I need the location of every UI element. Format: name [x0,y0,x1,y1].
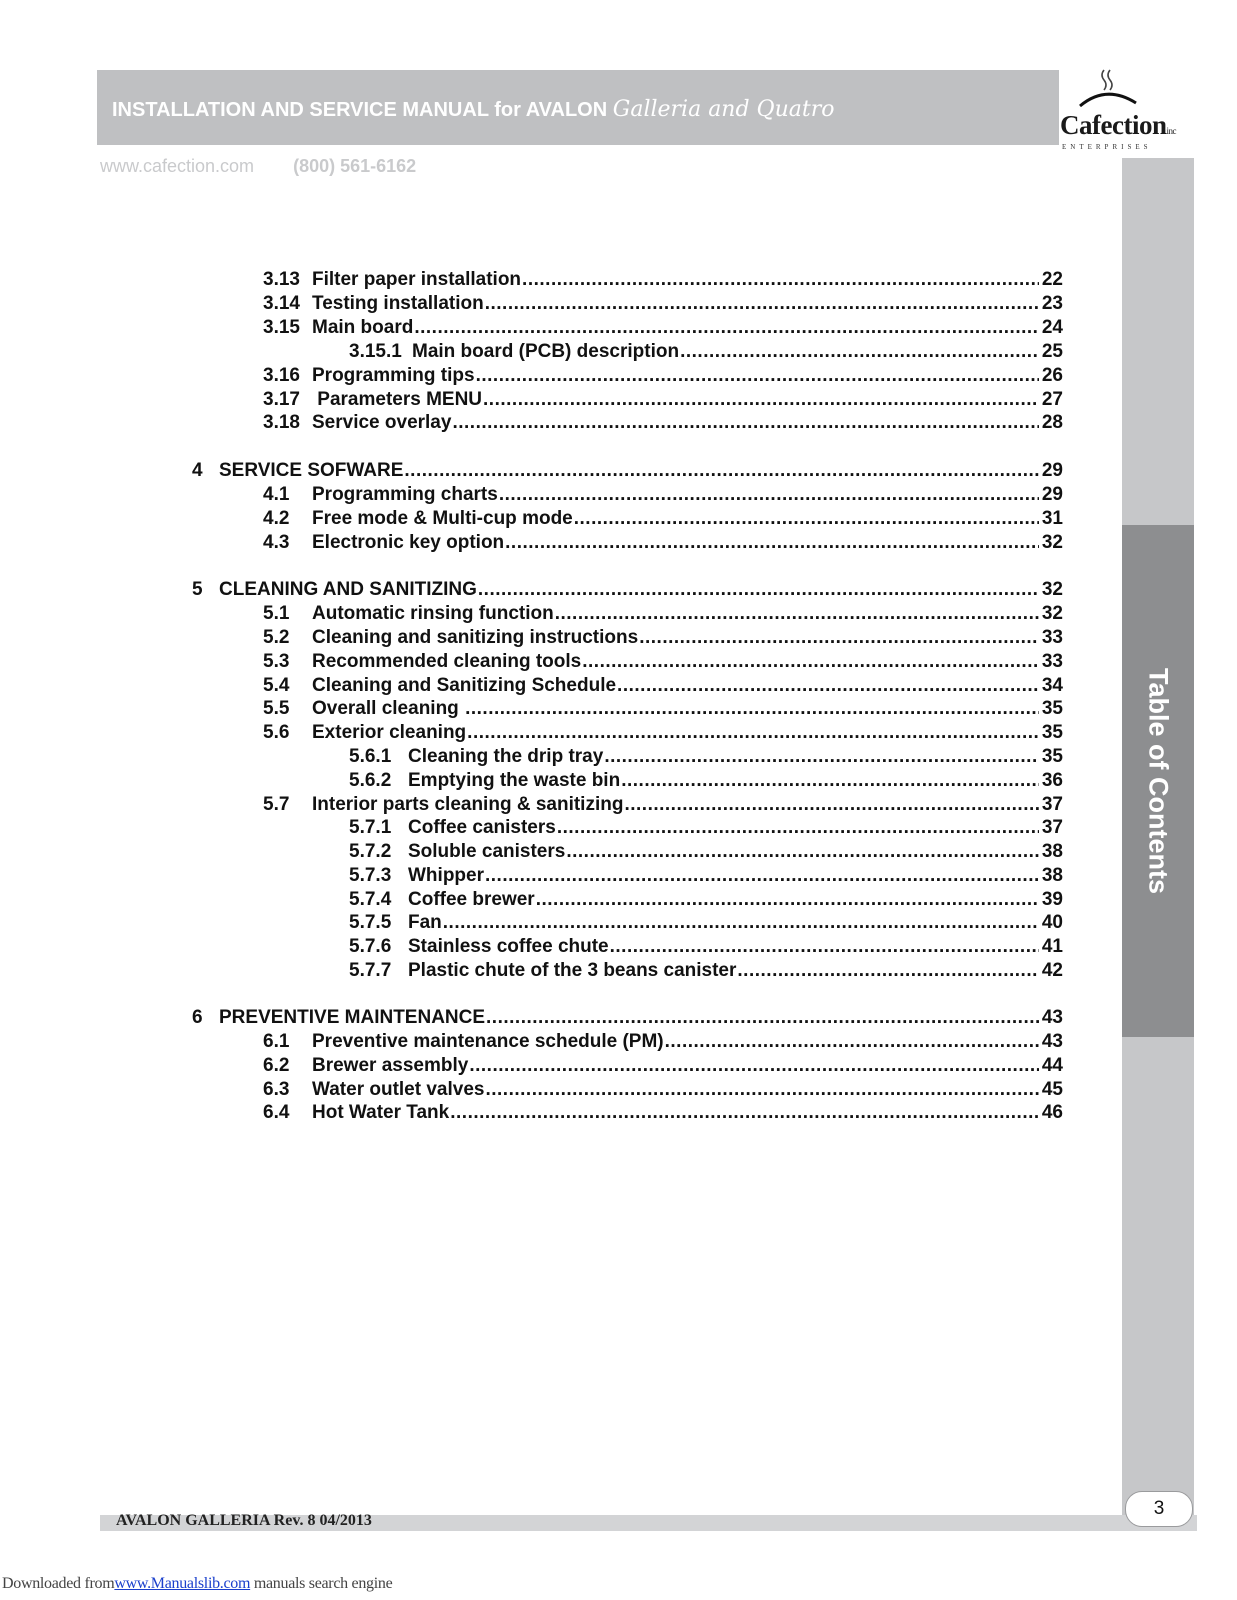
toc-entry-number: 3.18 [263,412,300,433]
header-title [112,97,834,122]
toc-entry[interactable] [192,579,1063,603]
toc-dot-leader [443,912,1039,934]
toc-entry-page: 32 [1041,603,1063,624]
toc-dot-leader [566,841,1039,863]
toc-entry-page: 42 [1041,960,1063,981]
toc-entry-number: 6.1 [263,1031,290,1052]
toc-dot-leader [604,746,1039,768]
toc-entry-title: Main board [312,317,414,338]
toc-dot-leader [621,770,1039,792]
toc-dot-leader [499,484,1039,506]
toc-entry-title: Emptying the waste bin [408,770,621,791]
side-tab-table-of-contents [1122,525,1194,1037]
toc-entry-title: Cleaning and sanitizing instructions [312,627,639,648]
toc-dot-leader [486,1007,1039,1029]
toc-entry-page: 44 [1041,1055,1063,1076]
toc-entry[interactable] [349,341,1063,365]
toc-entry[interactable] [263,1102,1063,1126]
toc-entry-number: 5.7.3 [349,865,392,886]
toc-entry-title: Automatic rinsing function [312,603,554,624]
toc-dot-leader [452,412,1038,434]
toc-entry-title: Brewer assembly [312,1055,469,1076]
toc-dot-leader [680,341,1039,363]
toc-dot-leader [478,579,1039,601]
toc-entry-page: 24 [1041,317,1063,338]
toc-dot-leader [582,651,1039,673]
toc-entry[interactable] [263,508,1063,532]
toc-entry-page: 32 [1041,579,1063,600]
toc-entry-title: Interior parts cleaning & sanitizing [312,794,624,815]
toc-entry[interactable] [263,269,1063,293]
toc-entry-title: Electronic key option [312,532,505,553]
toc-entry[interactable] [263,603,1063,627]
toc-entry-number: 3.14 [263,293,300,314]
toc-dot-leader [522,269,1039,291]
toc-entry-page: 46 [1041,1102,1063,1123]
logo-subtitle: ENTERPRISES [1062,143,1152,151]
toc-entry-page: 43 [1041,1031,1063,1052]
toc-entry[interactable] [349,912,1063,936]
header-title-script: Galleria and Quatro [612,97,835,122]
toc-entry-page: 37 [1041,817,1063,838]
toc-entry-title: Whipper [408,865,484,886]
toc-entry-page: 22 [1041,269,1063,290]
logo-wordmark: Cafectioninc [1060,110,1176,140]
toc-entry-number: 6 [192,1007,203,1028]
toc-entry[interactable] [263,698,1063,722]
toc-dot-leader [465,698,1039,720]
toc-entry-page: 28 [1041,412,1063,433]
toc-dot-leader [555,603,1039,625]
toc-entry-number: 4.2 [263,508,290,529]
toc-dot-leader [665,1031,1039,1053]
toc-entry[interactable] [263,722,1063,746]
toc-entry-page: 40 [1041,912,1063,933]
toc-entry[interactable] [349,936,1063,960]
contact-line [100,156,416,177]
toc-entry-number: 3.15.1 [349,341,402,362]
toc-entry-title: Free mode & Multi-cup mode [312,508,573,529]
cafection-logo [1058,66,1198,156]
toc-entry-title: Parameters MENU [312,389,483,410]
toc-entry-title: Testing installation [312,293,484,314]
toc-dot-leader [414,317,1039,339]
toc-entry-page: 29 [1041,460,1063,481]
toc-entry-number: 3.15 [263,317,300,338]
toc-entry-title: Overall cleaning [312,698,465,719]
download-notice [2,1575,392,1593]
toc-entry-page: 33 [1041,627,1063,648]
toc-entry-page: 25 [1041,341,1063,362]
toc-entry-number: 5.7.5 [349,912,392,933]
toc-entry-title: Soluble canisters [408,841,566,862]
toc-entry[interactable] [263,1031,1063,1055]
toc-entry-number: 6.2 [263,1055,290,1076]
toc-entry-title: Plastic chute of the 3 beans canister [408,960,737,981]
toc-dot-leader [476,365,1039,387]
toc-entry-page: 35 [1041,746,1063,767]
toc-entry-page: 35 [1041,722,1063,743]
toc-entry-page: 37 [1041,794,1063,815]
toc-entry[interactable] [349,865,1063,889]
toc-entry[interactable] [192,460,1063,484]
toc-entry-page: 27 [1041,389,1063,410]
toc-entry-number: 5.7.4 [349,889,392,910]
toc-entry[interactable] [349,817,1063,841]
toc-entry-title: Water outlet valves [312,1079,485,1100]
toc-entry-number: 5.4 [263,675,290,696]
toc-dot-leader [450,1102,1039,1124]
toc-entry-page: 35 [1041,698,1063,719]
toc-entry-number: 5 [192,579,203,600]
toc-entry-title: Cleaning and Sanitizing Schedule [312,675,617,696]
toc-entry-number: 4.1 [263,484,290,505]
toc-entry-page: 39 [1041,889,1063,910]
toc-entry[interactable] [349,746,1063,770]
toc-entry[interactable] [263,365,1063,389]
toc-entry-title: Exterior cleaning [312,722,467,743]
toc-entry-title: Filter paper installation [312,269,522,290]
toc-entry-title: Fan [408,912,442,933]
toc-entry-number: 3.13 [263,269,300,290]
toc-entry[interactable] [263,794,1063,818]
toc-dot-leader [624,794,1038,816]
toc-entry[interactable] [263,293,1063,317]
toc-entry[interactable] [263,532,1063,556]
toc-entry-title: Service overlay [312,412,452,433]
toc-entry-number: 3.17 [263,389,300,410]
toc-entry-title: Programming tips [312,365,475,386]
toc-dot-leader [467,722,1039,744]
toc-entry-page: 32 [1041,532,1063,553]
toc-entry-title: Programming charts [312,484,498,505]
toc-entry-title: Preventive maintenance schedule (PM) [312,1031,664,1052]
toc-entry-page: 23 [1041,293,1063,314]
manualslib-link[interactable]: www.Manualslib.com [114,1575,251,1592]
phone-number: (800) 561-6162 [293,156,417,176]
header-bar [97,70,1059,145]
toc-entry[interactable] [263,484,1063,508]
toc-entry-page: 34 [1041,675,1063,696]
toc-entry[interactable] [263,1079,1063,1103]
toc-entry[interactable] [263,627,1063,651]
toc-dot-leader [404,460,1038,482]
page-number-badge [1125,1491,1193,1527]
toc-dot-leader [505,532,1039,554]
toc-entry-page: 38 [1041,841,1063,862]
toc-dot-leader [469,1055,1039,1077]
toc-entry[interactable] [263,675,1063,699]
toc-entry-number: 5.2 [263,627,290,648]
toc-entry-number: 5.1 [263,603,290,624]
toc-dot-leader [483,389,1039,411]
toc-entry-number: 5.6.2 [349,770,392,791]
toc-entry-number: 6.4 [263,1102,290,1123]
toc-entry-number: 4 [192,460,203,481]
toc-dot-leader [485,1079,1038,1101]
toc-entry-title: Cleaning the drip tray [408,746,604,767]
toc-dot-leader [610,936,1039,958]
toc-entry-page: 29 [1041,484,1063,505]
toc-entry-title: Hot Water Tank [312,1102,450,1123]
toc-entry-page: 38 [1041,865,1063,886]
toc-entry[interactable] [263,1055,1063,1079]
toc-dot-leader [574,508,1039,530]
toc-dot-leader [737,960,1038,982]
toc-entry-title: Main board (PCB) description [412,341,680,362]
toc-entry-number: 5.7.2 [349,841,392,862]
side-tab-label: Table of Contents [1143,668,1174,894]
toc-entry-page: 36 [1041,770,1063,791]
toc-entry-title: Stainless coffee chute [408,936,609,957]
toc-entry[interactable] [349,770,1063,794]
download-suffix: manuals search engine [250,1575,393,1592]
toc-entry-number: 3.16 [263,365,300,386]
page-number: 3 [1153,1498,1165,1519]
toc-entry-number: 5.6 [263,722,290,743]
toc-entry[interactable] [349,841,1063,865]
toc-entry-page: 33 [1041,651,1063,672]
toc-entry-title: Coffee brewer [408,889,535,910]
toc-entry-page: 31 [1041,508,1063,529]
toc-entry-number: 6.3 [263,1079,290,1100]
toc-entry-page: 43 [1041,1007,1063,1028]
toc-entry-number: 4.3 [263,532,290,553]
website-link[interactable]: www.cafection.com [100,156,255,176]
toc-entry-number: 5.7.6 [349,936,392,957]
toc-entry-page: 26 [1041,365,1063,386]
toc-entry[interactable] [349,889,1063,913]
toc-entry-number: 5.6.1 [349,746,392,767]
toc-dot-leader [485,865,1039,887]
toc-entry-page: 45 [1041,1079,1063,1100]
toc-dot-leader [617,675,1039,697]
toc-entry-number: 5.3 [263,651,290,672]
footer-revision: AVALON GALLERIA Rev. 8 04/2013 [116,1512,372,1529]
toc-dot-leader [536,889,1039,911]
download-prefix: Downloaded from [2,1575,115,1592]
toc-entry-number: 5.7 [263,794,290,815]
toc-dot-leader [639,627,1039,649]
toc-entry-title: Coffee canisters [408,817,556,838]
header-title-main: INSTALLATION AND SERVICE MANUAL for AVALON [112,99,608,121]
toc-entry-title: SERVICE SOFWARE [219,460,404,481]
toc-dot-leader [557,817,1039,839]
toc-entry[interactable] [263,317,1063,341]
toc-entry[interactable] [192,1007,1063,1031]
toc-entry-number: 5.5 [263,698,290,719]
toc-entry-title: PREVENTIVE MAINTENANCE [219,1007,486,1028]
toc-entry[interactable] [263,651,1063,675]
toc-entry[interactable] [263,389,1063,413]
toc-entry-number: 5.7.7 [349,960,392,981]
toc-entry-title: Recommended cleaning tools [312,651,582,672]
toc-dot-leader [485,293,1039,315]
toc-entry[interactable] [349,960,1063,984]
toc-entry-number: 5.7.1 [349,817,392,838]
toc-entry-title: CLEANING AND SANITIZING [219,579,477,600]
toc-entry-page: 41 [1041,936,1063,957]
toc-entry[interactable] [263,412,1063,436]
